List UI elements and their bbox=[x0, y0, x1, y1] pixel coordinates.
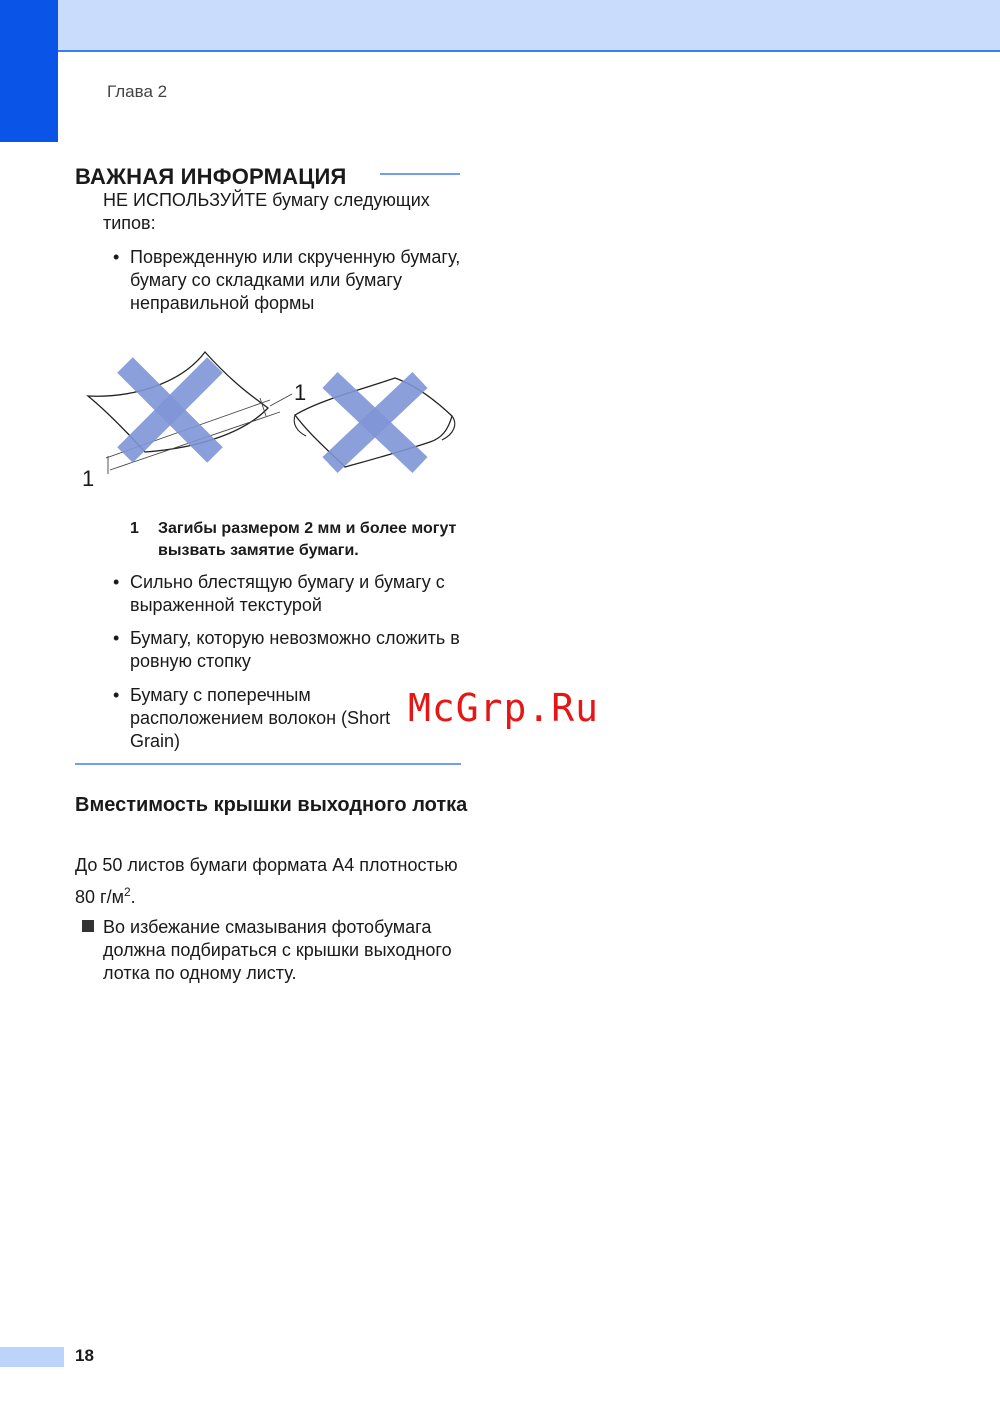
bullet-text: Поврежденную или скрученную бумагу, бумагу со складками или бумагу неправильной формы bbox=[130, 247, 461, 313]
page-number: 18 bbox=[75, 1346, 94, 1365]
section-title: Вместимость крышки выходного лотка bbox=[75, 794, 468, 816]
list-item bbox=[113, 246, 473, 315]
body-text: До 50 листов бумаги формата A4 плотностью 80 г/м bbox=[75, 855, 458, 907]
caption-text: Загибы размером 2 мм и более могут вызвать замятие бумаги. bbox=[158, 520, 457, 559]
prohibited-cross-icon bbox=[125, 365, 215, 455]
body-end: . bbox=[130, 887, 136, 907]
bullet-mark: • bbox=[113, 247, 120, 267]
section-body bbox=[75, 852, 475, 911]
square-bullet-icon bbox=[82, 920, 94, 932]
callout-label: 1 bbox=[82, 466, 95, 491]
chapter-label: Глава 2 bbox=[107, 82, 168, 101]
bullet-mark: • bbox=[113, 572, 120, 592]
curled-paper-illustration bbox=[70, 340, 470, 500]
important-bottom-rule bbox=[75, 763, 461, 765]
bullet-text: Бумагу, которую невозможно сложить в ровную стопку bbox=[130, 628, 460, 671]
bullet-text: Сильно блестящую бумагу и бумагу с выраженной текстурой bbox=[130, 572, 445, 615]
important-title: ВАЖНАЯ ИНФОРМАЦИЯ bbox=[75, 164, 347, 189]
list-item bbox=[113, 684, 423, 753]
chapter-tab bbox=[0, 0, 58, 142]
watermark: McGrp.Ru bbox=[408, 686, 600, 730]
bullet-mark: • bbox=[113, 685, 120, 705]
important-intro: НЕ ИСПОЛЬЗУЙТЕ бумагу следующих типов: bbox=[103, 190, 430, 233]
header-band bbox=[0, 0, 1000, 52]
callout-label: 1 bbox=[294, 380, 307, 405]
bullet-text: Бумагу с поперечным расположением волокон (Short Grain) bbox=[130, 685, 391, 751]
superscript: 2 bbox=[123, 885, 131, 899]
prohibited-cross-icon bbox=[330, 380, 420, 465]
caption-number: 1 bbox=[130, 520, 139, 537]
list-item bbox=[113, 571, 473, 617]
bullet-mark: • bbox=[113, 628, 120, 648]
curled-paper-figure bbox=[70, 340, 470, 500]
note-text: Во избежание смазывания фотобумага должна подбираться с крышки выходного лотка по одному листу. bbox=[103, 917, 452, 983]
footer-band bbox=[0, 1347, 64, 1367]
list-item bbox=[113, 627, 473, 673]
important-rule bbox=[380, 173, 460, 175]
